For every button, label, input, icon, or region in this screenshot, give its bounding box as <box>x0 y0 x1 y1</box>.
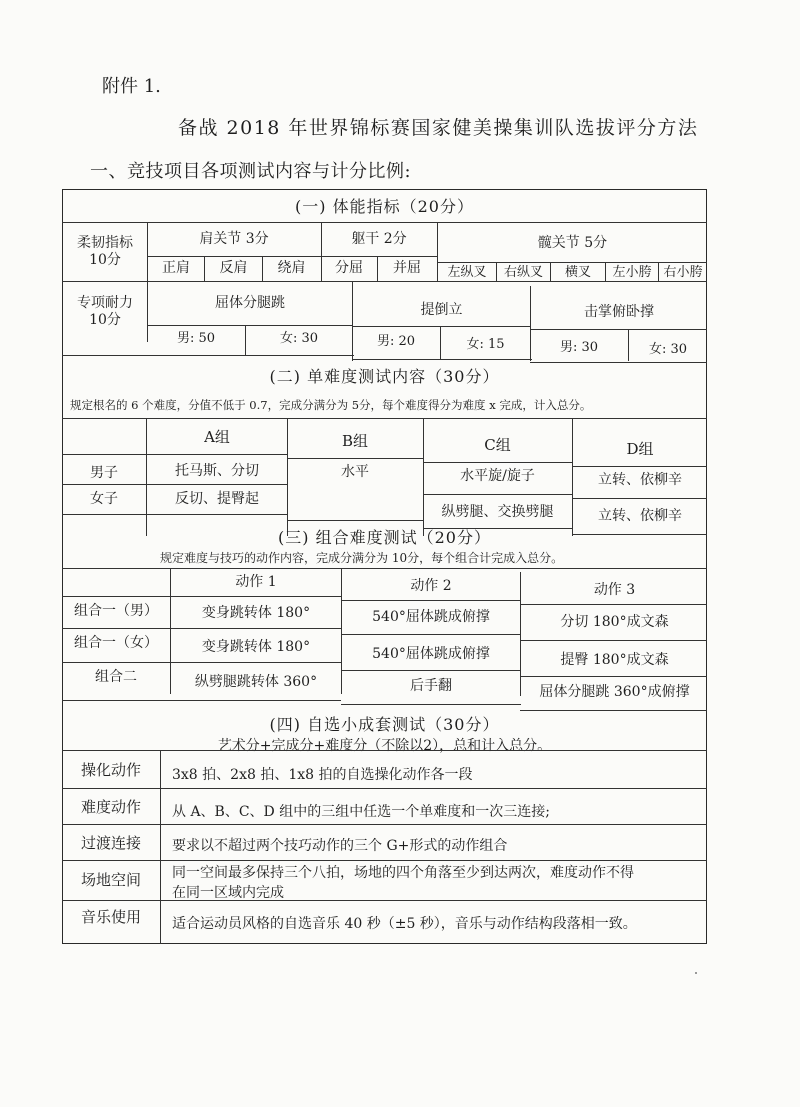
endurance-score: 男: 50 <box>176 330 216 346</box>
table-rule <box>62 484 288 485</box>
difficulty-cell: 立转、依柳辛 <box>598 472 682 489</box>
table-rule <box>341 600 521 601</box>
criteria-text: 同一空间最多保持三个八拍，场地的四个角落至少到达两次，难度动作不得 <box>172 865 634 882</box>
endurance-score: 男: 30 <box>559 339 599 355</box>
section-heading: 一、竞技项目各项测试内容与计分比例: <box>90 161 412 182</box>
difficulty-cell: 水平旋/旋子 <box>460 468 535 485</box>
section1-title: (一) 体能指标（20分） <box>295 197 474 216</box>
table-rule <box>62 788 707 789</box>
flex-group-shoulder: 肩关节 3分 <box>199 231 269 248</box>
table-rule <box>287 520 423 521</box>
table-rule <box>245 325 246 355</box>
scan-speck <box>695 972 697 974</box>
criteria-label: 过渡连接 <box>80 833 141 852</box>
table-rule <box>572 498 707 499</box>
combo-label: 组合一（女） <box>74 635 158 652</box>
endurance-score: 女: 30 <box>279 330 319 346</box>
criteria-label: 难度动作 <box>80 797 141 816</box>
action-header: 动作 3 <box>593 582 636 599</box>
table-rule <box>62 900 707 901</box>
table-rule <box>572 466 707 467</box>
flex-item: 右小胯 <box>663 264 703 280</box>
section2-title: (二) 单难度测试内容（30分） <box>269 367 500 386</box>
combo-cell: 变身跳转体 180° <box>201 639 311 656</box>
flex-group-trunk: 躯干 2分 <box>351 231 407 248</box>
flex-item: 左小胯 <box>612 264 652 280</box>
combo-cell: 分切 180°成文森 <box>560 614 669 631</box>
criteria-label: 操化动作 <box>80 760 141 779</box>
table-rule <box>62 824 707 825</box>
endurance-item: 屈体分腿跳 <box>215 295 285 312</box>
table-rule <box>520 604 707 605</box>
section4-note: 艺术分+完成分+难度分（不除以2），总和计入总分。 <box>217 738 552 755</box>
table-rule <box>62 514 288 515</box>
endurance-item: 击掌俯卧撑 <box>584 304 654 321</box>
table-rule <box>62 222 707 223</box>
table-rule <box>62 860 707 861</box>
combo-label: 组合一（男） <box>74 603 158 620</box>
table-rule <box>62 355 354 356</box>
table-rule <box>147 256 321 257</box>
flex-item: 正肩 <box>162 260 190 277</box>
difficulty-cell: 立转、依柳辛 <box>598 508 682 525</box>
table-rule <box>520 710 707 711</box>
section4-title: (四) 自选小成套测试（30分） <box>269 715 500 734</box>
table-rule <box>520 676 707 677</box>
table-rule <box>62 596 341 597</box>
table-rule <box>62 700 341 701</box>
table-rule <box>530 329 707 330</box>
table-rule <box>204 256 205 281</box>
table-rule <box>62 750 707 751</box>
table-rule <box>62 418 707 419</box>
group-header: B组 <box>341 431 369 450</box>
endurance-score: 女: 30 <box>648 341 688 357</box>
difficulty-cell: 反切、提臀起 <box>175 491 259 508</box>
combo-cell: 后手翻 <box>410 678 452 695</box>
flex-item: 反肩 <box>219 260 248 277</box>
action-header: 动作 2 <box>410 578 452 595</box>
group-header: C组 <box>484 435 511 454</box>
combo-cell: 540°屈体跳成俯撑 <box>372 646 490 663</box>
flex-item: 分屈 <box>335 260 363 277</box>
criteria-label: 音乐使用 <box>80 907 141 926</box>
table-rule <box>352 326 530 327</box>
table-rule <box>520 640 707 641</box>
combo-cell: 纵劈腿跳转体 360° <box>194 674 318 691</box>
endurance-score: 男: 20 <box>376 333 416 349</box>
section3-title: (三) 组合难度测试（20分） <box>278 528 491 547</box>
combo-cell: 提臀 180°成文森 <box>560 652 669 669</box>
combo-cell: 变身跳转体 180° <box>201 605 311 622</box>
section3-note: 规定难度与技巧的动作内容，完成分满分为 10分，每个组合计完成入总分。 <box>160 550 564 565</box>
table-rule <box>62 628 341 629</box>
flex-item: 并屈 <box>393 260 421 277</box>
table-rule <box>658 262 659 281</box>
action-header: 动作 1 <box>235 574 277 591</box>
flex-item: 右纵叉 <box>503 264 543 280</box>
table-rule <box>530 362 707 363</box>
table-rule <box>146 418 147 536</box>
table-rule <box>262 256 263 281</box>
table-rule <box>287 458 423 459</box>
table-rule <box>377 256 378 281</box>
table-rule <box>440 326 441 359</box>
criteria-text: 要求以不超过两个技巧动作的三个 G+形式的动作组合 <box>172 838 508 855</box>
table-rule <box>62 662 341 663</box>
criteria-label: 场地空间 <box>80 870 141 889</box>
row-label-female: 女子 <box>90 491 118 508</box>
section2-note: 规定根名的 6 个难度，分值不低于 0.7，完成分满分为 5分，每个难度得分为难度 x 完成，计入总分。 <box>70 397 592 412</box>
table-rule <box>605 262 606 281</box>
table-rule <box>550 262 551 281</box>
table-rule <box>321 256 437 257</box>
document-title: 备战 2018 年世界锦标赛国家健美操集训队选拔评分方法 <box>178 117 699 139</box>
difficulty-cell: 水平 <box>341 464 369 481</box>
table-rule <box>160 750 161 944</box>
criteria-text: 3x8 拍、2x8 拍、1x8 拍的自选操化动作各一段 <box>172 767 473 784</box>
table-rule <box>341 568 342 694</box>
criteria-text: 适合运动员风格的自选音乐 40 秒（±5 秒），音乐与动作结构段落相一致。 <box>172 916 637 933</box>
table-rule <box>437 262 707 263</box>
flex-group-hip: 髋关节 5分 <box>537 235 608 252</box>
table-rule <box>62 454 288 455</box>
table-rule <box>352 359 532 360</box>
flex-item: 横叉 <box>564 264 591 280</box>
difficulty-cell: 纵劈腿、交换劈腿 <box>441 504 554 521</box>
endurance-label: 专项耐力 10分 <box>77 294 133 328</box>
table-rule <box>628 329 629 361</box>
group-header: D组 <box>626 439 654 458</box>
table-rule <box>147 325 352 326</box>
difficulty-cell: 托马斯、分切 <box>175 463 259 480</box>
table-rule <box>496 262 497 281</box>
table-rule <box>341 670 521 671</box>
combo-cell: 屈体分腿跳 360°成俯撑 <box>539 684 690 701</box>
attachment-label: 附件 1. <box>102 76 161 97</box>
table-rule <box>170 568 171 694</box>
group-header: A组 <box>204 427 230 446</box>
table-rule <box>423 462 573 463</box>
row-label-male: 男子 <box>90 465 118 482</box>
table-rule <box>341 634 521 635</box>
table-rule <box>423 494 573 495</box>
combo-cell: 540°屈体跳成俯撑 <box>372 609 490 626</box>
endurance-score: 女: 15 <box>466 336 505 352</box>
flex-label: 柔韧指标 10分 <box>77 234 133 268</box>
combo-label: 组合二 <box>95 669 137 686</box>
criteria-text: 从 A、B、C、D 组中的三组中任选一个单难度和一次三连接; <box>172 804 550 821</box>
difficulty-cell <box>288 490 422 518</box>
table-rule <box>62 568 707 569</box>
flex-item: 左纵叉 <box>447 264 487 280</box>
table-rule <box>341 704 521 705</box>
endurance-item: 提倒立 <box>420 302 463 319</box>
criteria-text-continued: 在同一区域内完成 <box>172 885 284 902</box>
flex-item: 绕肩 <box>277 260 306 277</box>
